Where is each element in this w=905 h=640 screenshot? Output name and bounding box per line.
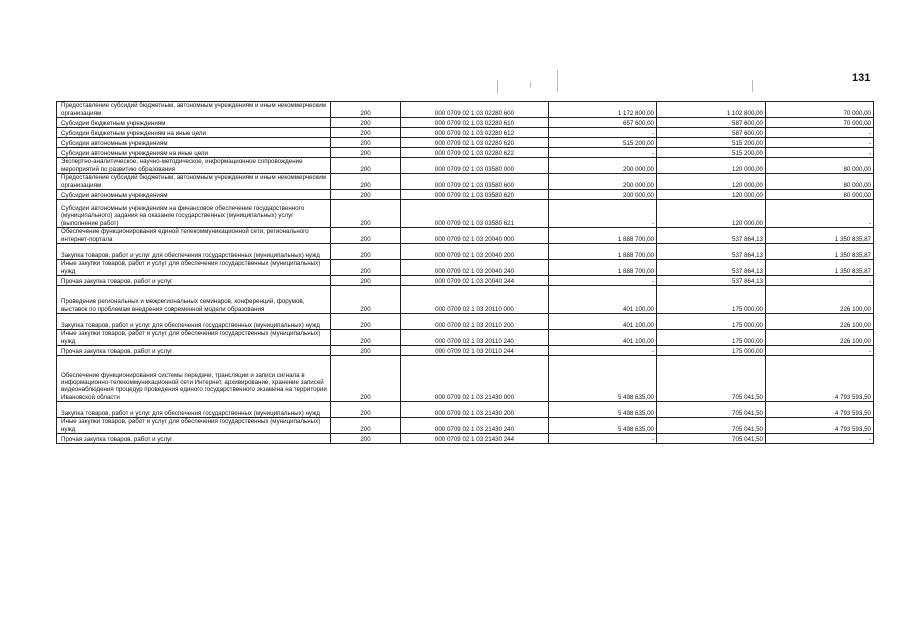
- row-admin-code: 200: [331, 314, 401, 330]
- row-name: Закупка товаров, работ и услуг для обеспечения государственных (муниципальных) нужд: [57, 402, 331, 418]
- row-budget-code: 000 0709 02 1 03 20110 000: [401, 286, 549, 314]
- row-budget-code: 000 0709 02 1 03 03580 600: [401, 174, 549, 190]
- row-budget-code: 000 0709 02 1 03 02280 620: [401, 138, 549, 148]
- row-approved-amount: -: [549, 276, 657, 286]
- row-name: Субсидии бюджетным учреждениям на иные цели: [57, 128, 331, 138]
- budget-execution-table: [56, 101, 874, 444]
- row-budget-code: 000 0709 02 1 03 02280 600: [401, 102, 549, 118]
- row-unexecuted-amount: 70 000,00: [766, 102, 874, 118]
- row-executed-amount: 537 864,13: [657, 244, 766, 260]
- row-name: Предоставление субсидий бюджетным, автономным учреждениям и иным некоммерческим организациям: [57, 174, 331, 190]
- row-name: Иные закупки товаров, работ и услуг для обеспечения государственных (муниципальных) нужд: [57, 418, 331, 434]
- row-budget-code: 000 0709 02 1 03 20110 200: [401, 314, 549, 330]
- row-budget-code: 000 0709 02 1 03 02280 622: [401, 148, 549, 158]
- row-approved-amount: 1 888 700,00: [549, 228, 657, 244]
- row-name: Субсидии автономным учреждениям: [57, 190, 331, 200]
- row-executed-amount: 120 000,00: [657, 158, 766, 174]
- row-admin-code: 200: [331, 128, 401, 138]
- table-row: [57, 346, 874, 356]
- table-row: [57, 418, 874, 434]
- table-row: [57, 200, 874, 228]
- row-name: Прочая закупка товаров, работ и услуг: [57, 434, 331, 444]
- row-budget-code: 000 0709 02 1 03 03580 620: [401, 190, 549, 200]
- row-budget-code: 000 0709 02 1 03 20040 244: [401, 276, 549, 286]
- row-budget-code: 000 0709 02 1 03 03580 000: [401, 158, 549, 174]
- row-approved-amount: 1 172 800,00: [549, 102, 657, 118]
- row-executed-amount: 705 041,50: [657, 434, 766, 444]
- table-row: [57, 102, 874, 118]
- row-approved-amount: 401 100,00: [549, 286, 657, 314]
- row-name: Прочая закупка товаров, работ и услуг: [57, 346, 331, 356]
- row-admin-code: 200: [331, 276, 401, 286]
- row-name: Субсидии автономным учреждениям на финансовое обеспечение государственного (муниципального) задания на оказание государственных (муниципальных) услуг (выполнение работ): [57, 200, 331, 228]
- row-approved-amount: 5 498 635,00: [549, 402, 657, 418]
- row-unexecuted-amount: 80 000,00: [766, 158, 874, 174]
- row-approved-amount: 657 600,00: [549, 118, 657, 128]
- row-executed-amount: 587 600,00: [657, 118, 766, 128]
- row-name: Проведение региональных и межрегиональных семинаров, конференций, форумов, выставок по проблемам внедрения современной модели образования: [57, 286, 331, 314]
- row-executed-amount: 515 200,00: [657, 138, 766, 148]
- row-approved-amount: 200 000,00: [549, 174, 657, 190]
- row-admin-code: 200: [331, 330, 401, 346]
- row-budget-code: 000 0709 02 1 03 20040 240: [401, 260, 549, 276]
- row-approved-amount: -: [549, 346, 657, 356]
- row-executed-amount: 1 102 800,00: [657, 102, 766, 118]
- row-budget-code: 000 0709 02 1 03 20040 000: [401, 228, 549, 244]
- row-unexecuted-amount: 1 350 835,87: [766, 244, 874, 260]
- table-row: [57, 174, 874, 190]
- row-admin-code: 200: [331, 118, 401, 128]
- row-executed-amount: 120 000,00: [657, 200, 766, 228]
- row-unexecuted-amount: 226 100,00: [766, 286, 874, 314]
- row-unexecuted-amount: 4 793 593,50: [766, 356, 874, 402]
- row-admin-code: 200: [331, 102, 401, 118]
- scan-artifact: [530, 82, 531, 88]
- row-executed-amount: 705 041,50: [657, 418, 766, 434]
- row-unexecuted-amount: -: [766, 128, 874, 138]
- row-unexecuted-amount: -: [766, 138, 874, 148]
- table-row: [57, 330, 874, 346]
- table-row: [57, 356, 874, 402]
- row-approved-amount: 5 498 635,00: [549, 356, 657, 402]
- row-admin-code: 200: [331, 402, 401, 418]
- table-body: [57, 102, 874, 444]
- row-budget-code: 000 0709 02 1 03 21430 240: [401, 418, 549, 434]
- row-admin-code: 200: [331, 174, 401, 190]
- row-name: Обеспечение функционирования единой телекоммуникационной сети, регионального интернет-портала: [57, 228, 331, 244]
- row-admin-code: 200: [331, 286, 401, 314]
- row-unexecuted-amount: -: [766, 346, 874, 356]
- row-unexecuted-amount: 80 000,00: [766, 190, 874, 200]
- scan-artifact: [557, 70, 558, 92]
- row-executed-amount: 175 000,00: [657, 330, 766, 346]
- row-approved-amount: -: [549, 434, 657, 444]
- row-unexecuted-amount: 4 793 593,50: [766, 402, 874, 418]
- row-budget-code: 000 0709 02 1 03 02280 610: [401, 118, 549, 128]
- table-row: [57, 434, 874, 444]
- row-approved-amount: -: [549, 200, 657, 228]
- row-admin-code: 200: [331, 356, 401, 402]
- row-unexecuted-amount: 1 350 835,87: [766, 228, 874, 244]
- row-name: Закупка товаров, работ и услуг для обеспечения государственных (муниципальных) нужд: [57, 244, 331, 260]
- row-executed-amount: 175 000,00: [657, 286, 766, 314]
- row-name: Экспертно-аналитическое, научно-методическое, информационное сопровождение мероприятий по развитию образования: [57, 158, 331, 174]
- row-unexecuted-amount: 80 000,00: [766, 174, 874, 190]
- row-executed-amount: 537 864,13: [657, 276, 766, 286]
- row-unexecuted-amount: 1 350 835,87: [766, 260, 874, 276]
- row-budget-code: 000 0709 02 1 03 03580 621: [401, 200, 549, 228]
- row-admin-code: 200: [331, 158, 401, 174]
- row-admin-code: 200: [331, 434, 401, 444]
- row-approved-amount: 515 200,00: [549, 138, 657, 148]
- row-name: Иные закупки товаров, работ и услуг для обеспечения государственных (муниципальных) нужд: [57, 260, 331, 276]
- row-executed-amount: 587 600,00: [657, 128, 766, 138]
- row-name: Предоставление субсидий бюджетным, автономным учреждениям и иным некоммерческим организациям: [57, 102, 331, 118]
- row-executed-amount: 537 864,13: [657, 260, 766, 276]
- table-row: [57, 286, 874, 314]
- table-row: [57, 402, 874, 418]
- table-row: [57, 128, 874, 138]
- row-approved-amount: 401 100,00: [549, 330, 657, 346]
- row-budget-code: 000 0709 02 1 03 21430 200: [401, 402, 549, 418]
- row-admin-code: 200: [331, 148, 401, 158]
- row-executed-amount: 120 000,00: [657, 190, 766, 200]
- scan-artifact: [752, 80, 753, 92]
- table-row: [57, 244, 874, 260]
- row-name: Субсидии автономным учреждениям на иные цели: [57, 148, 331, 158]
- row-admin-code: 200: [331, 418, 401, 434]
- row-approved-amount: 200 000,00: [549, 158, 657, 174]
- row-executed-amount: 705 041,50: [657, 402, 766, 418]
- row-budget-code: 000 0709 02 1 03 02280 612: [401, 128, 549, 138]
- row-name: Обеспечение функционирования системы передачи, трансляции и записи сигнала в информационно-телекоммуникационной сети Интернет, архивирование, хранение записей видеонаблюдения процедур проведения единого государственного экзамена на территории Ивановской области: [57, 356, 331, 402]
- row-name: Прочая закупка товаров, работ и услуг: [57, 276, 331, 286]
- row-approved-amount: 1 888 700,00: [549, 244, 657, 260]
- row-executed-amount: 120 000,00: [657, 174, 766, 190]
- row-unexecuted-amount: -: [766, 148, 874, 158]
- table-row: [57, 148, 874, 158]
- row-unexecuted-amount: 226 100,00: [766, 314, 874, 330]
- row-executed-amount: 515 200,00: [657, 148, 766, 158]
- row-admin-code: 200: [331, 260, 401, 276]
- table-row: [57, 260, 874, 276]
- table-row: [57, 190, 874, 200]
- row-budget-code: 000 0709 02 1 03 20040 200: [401, 244, 549, 260]
- row-name: Субсидии бюджетным учреждениям: [57, 118, 331, 128]
- row-approved-amount: 200 000,00: [549, 190, 657, 200]
- table-row: [57, 138, 874, 148]
- row-approved-amount: 401 100,00: [549, 314, 657, 330]
- page-number: 131: [852, 72, 871, 84]
- row-unexecuted-amount: 226 100,00: [766, 330, 874, 346]
- row-approved-amount: 1 888 700,00: [549, 260, 657, 276]
- row-executed-amount: 537 864,13: [657, 228, 766, 244]
- row-unexecuted-amount: 4 793 593,50: [766, 418, 874, 434]
- table-row: [57, 228, 874, 244]
- row-unexecuted-amount: 70 000,00: [766, 118, 874, 128]
- row-admin-code: 200: [331, 346, 401, 356]
- row-approved-amount: 5 498 635,00: [549, 418, 657, 434]
- row-budget-code: 000 0709 02 1 03 21430 244: [401, 434, 549, 444]
- scan-artifact: [497, 80, 498, 94]
- row-unexecuted-amount: -: [766, 200, 874, 228]
- row-budget-code: 000 0709 02 1 03 20110 244: [401, 346, 549, 356]
- row-unexecuted-amount: -: [766, 434, 874, 444]
- row-name: Иные закупки товаров, работ и услуг для обеспечения государственных (муниципальных) нужд: [57, 330, 331, 346]
- row-executed-amount: 175 000,00: [657, 314, 766, 330]
- table-row: [57, 158, 874, 174]
- table-row: [57, 118, 874, 128]
- row-budget-code: 000 0709 02 1 03 21430 000: [401, 356, 549, 402]
- row-budget-code: 000 0709 02 1 03 20110 240: [401, 330, 549, 346]
- row-admin-code: 200: [331, 190, 401, 200]
- row-name: Закупка товаров, работ и услуг для обеспечения государственных (муниципальных) нужд: [57, 314, 331, 330]
- row-name: Субсидии автономным учреждениям: [57, 138, 331, 148]
- row-admin-code: 200: [331, 228, 401, 244]
- row-unexecuted-amount: -: [766, 276, 874, 286]
- row-admin-code: 200: [331, 244, 401, 260]
- row-approved-amount: -: [549, 128, 657, 138]
- table-row: [57, 314, 874, 330]
- row-approved-amount: -: [549, 148, 657, 158]
- row-admin-code: 200: [331, 138, 401, 148]
- row-executed-amount: 175 000,00: [657, 346, 766, 356]
- row-admin-code: 200: [331, 200, 401, 228]
- table-row: [57, 276, 874, 286]
- row-executed-amount: 705 041,50: [657, 356, 766, 402]
